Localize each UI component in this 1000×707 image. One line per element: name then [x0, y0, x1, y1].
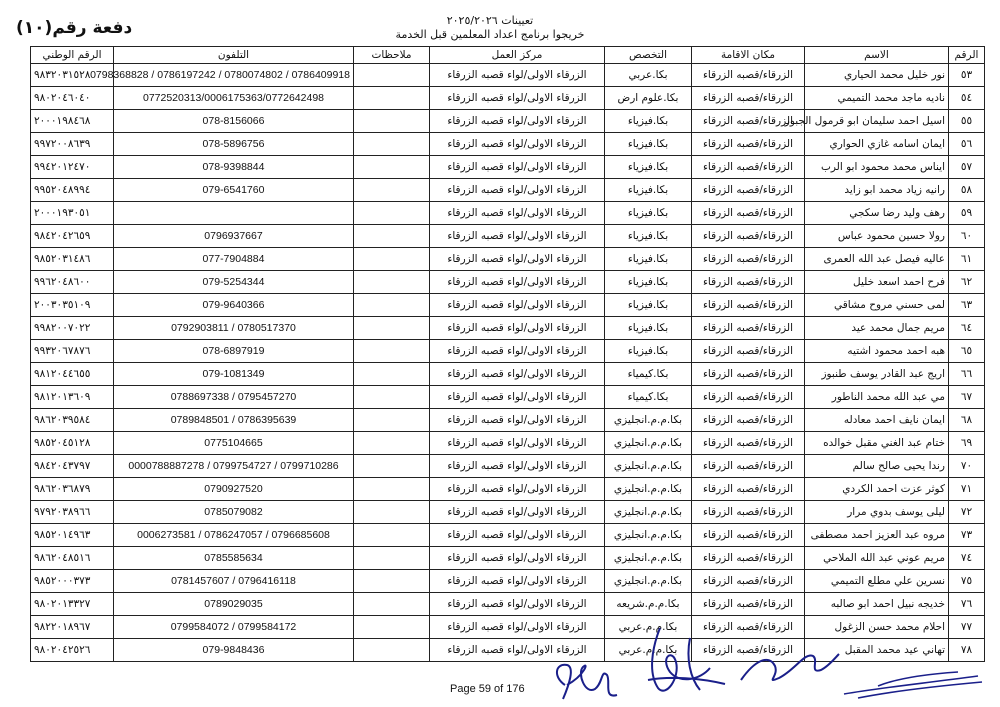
- row-work-center: الزرقاء الاولى/لواء قصبه الزرقاء: [430, 64, 605, 87]
- row-residence: الزرقاء/قصبه الزرقاء: [692, 64, 805, 87]
- row-residence: الزرقاء/قصبه الزرقاء: [692, 432, 805, 455]
- table-row: [31, 156, 985, 179]
- row-phone: 0785079082: [114, 501, 354, 524]
- row-specialty: بكا.م.م.انجليزي: [605, 524, 692, 547]
- col-residence: مكان الاقامة: [692, 47, 805, 64]
- row-name: عاليه فيصل عبد الله العمرى: [805, 248, 949, 271]
- row-work-center: الزرقاء الاولى/لواء قصبه الزرقاء: [430, 294, 605, 317]
- row-residence: الزرقاء/قصبه الزرقاء: [692, 616, 805, 639]
- row-specialty: بكا.كيمياء: [605, 386, 692, 409]
- row-notes: [354, 317, 430, 340]
- row-name: اسيل احمد سليمان ابو قرمول الجبور: [805, 110, 949, 133]
- row-residence: الزرقاء/قصبه الزرقاء: [692, 133, 805, 156]
- row-phone: 0799584172 / 0799584072: [114, 616, 354, 639]
- table-row: [31, 386, 985, 409]
- row-number: ٥٤: [949, 87, 985, 110]
- row-phone: 078-5896756: [114, 133, 354, 156]
- row-number: ٦٣: [949, 294, 985, 317]
- table-row: [31, 363, 985, 386]
- table-row: [31, 524, 985, 547]
- row-work-center: الزرقاء الاولى/لواء قصبه الزرقاء: [430, 363, 605, 386]
- row-residence: الزرقاء/قصبه الزرقاء: [692, 593, 805, 616]
- row-notes: [354, 455, 430, 478]
- row-work-center: الزرقاء الاولى/لواء قصبه الزرقاء: [430, 179, 605, 202]
- row-national-id: ٩٨١٢٠١٣٦٠٩: [31, 386, 114, 409]
- row-name: رهف وليد رضا سكجي: [805, 202, 949, 225]
- row-phone: 079-9640366: [114, 294, 354, 317]
- row-work-center: الزرقاء الاولى/لواء قصبه الزرقاء: [430, 225, 605, 248]
- col-national-id: الرقم الوطني: [31, 47, 114, 64]
- row-phone: 0786409918 / 0780074802 / 0786197242 / 0798368828: [114, 64, 354, 87]
- table-row: [31, 409, 985, 432]
- row-work-center: الزرقاء الاولى/لواء قصبه الزرقاء: [430, 547, 605, 570]
- table-row: [31, 179, 985, 202]
- title-line-1: تعيينات ٢٠٢٥/٢٠٢٦: [446, 14, 534, 27]
- row-number: ٧٤: [949, 547, 985, 570]
- row-specialty: بكا.م.م.انجليزي: [605, 570, 692, 593]
- row-notes: [354, 547, 430, 570]
- row-number: ٥٨: [949, 179, 985, 202]
- row-national-id: ٩٨٥٢٠٠٠٣٧٣: [31, 570, 114, 593]
- row-work-center: الزرقاء الاولى/لواء قصبه الزرقاء: [430, 432, 605, 455]
- row-name: نسرين علي مطلع التميمي: [805, 570, 949, 593]
- row-national-id: ٩٨٦٢٠٣٩٥٨٤: [31, 409, 114, 432]
- row-name: مريم جمال محمد عيد: [805, 317, 949, 340]
- row-work-center: الزرقاء الاولى/لواء قصبه الزرقاء: [430, 110, 605, 133]
- row-specialty: بكا.م.م.انجليزي: [605, 478, 692, 501]
- row-name: ايمان اسامه غازي الحواري: [805, 133, 949, 156]
- row-notes: [354, 156, 430, 179]
- row-name: مريم عوني عبد الله الملاحي: [805, 547, 949, 570]
- col-phone: التلفون: [114, 47, 354, 64]
- row-name: احلام محمد حسن الزغول: [805, 616, 949, 639]
- row-number: ٥٦: [949, 133, 985, 156]
- row-work-center: الزرقاء الاولى/لواء قصبه الزرقاء: [430, 317, 605, 340]
- row-number: ٧٦: [949, 593, 985, 616]
- title-line-2: خريجوا برنامج اعداد المعلمين قبل الخدمة: [395, 28, 585, 41]
- table-row: [31, 432, 985, 455]
- row-national-id: ٩٨٥٢٠٤٥١٢٨: [31, 432, 114, 455]
- row-residence: الزرقاء/قصبه الزرقاء: [692, 248, 805, 271]
- row-phone: 077-7904884: [114, 248, 354, 271]
- row-notes: [354, 294, 430, 317]
- table-row: [31, 593, 985, 616]
- table-row: [31, 294, 985, 317]
- row-number: ٧٠: [949, 455, 985, 478]
- row-specialty: بكا.فيزياء: [605, 225, 692, 248]
- row-specialty: بكا.م.م.عربي: [605, 616, 692, 639]
- row-phone: 0772520313/0006175363/0772642498: [114, 87, 354, 110]
- table-row: [31, 87, 985, 110]
- row-national-id: ٩٩٣٢٠٦٧٨٧٦: [31, 340, 114, 363]
- row-work-center: الزرقاء الاولى/لواء قصبه الزرقاء: [430, 386, 605, 409]
- row-specialty: بكا.فيزياء: [605, 179, 692, 202]
- row-number: ٧٢: [949, 501, 985, 524]
- row-work-center: الزرقاء الاولى/لواء قصبه الزرقاء: [430, 501, 605, 524]
- row-residence: الزرقاء/قصبه الزرقاء: [692, 363, 805, 386]
- row-work-center: الزرقاء الاولى/لواء قصبه الزرقاء: [430, 271, 605, 294]
- table-row: [31, 340, 985, 363]
- row-number: ٧٣: [949, 524, 985, 547]
- row-specialty: بكا.فيزياء: [605, 110, 692, 133]
- row-work-center: الزرقاء الاولى/لواء قصبه الزرقاء: [430, 570, 605, 593]
- row-name: ليلى يوسف بدوي مرار: [805, 501, 949, 524]
- row-phone: 079-1081349: [114, 363, 354, 386]
- row-specialty: بكا.عربي: [605, 64, 692, 87]
- row-number: ٦٤: [949, 317, 985, 340]
- row-notes: [354, 593, 430, 616]
- row-phone: 0799710286 / 0799754727 / 0000788887278: [114, 455, 354, 478]
- row-national-id: ٩٩٥٢٠٤٨٩٩٤: [31, 179, 114, 202]
- row-work-center: الزرقاء الاولى/لواء قصبه الزرقاء: [430, 478, 605, 501]
- row-phone: 079-5254344: [114, 271, 354, 294]
- row-residence: الزرقاء/قصبه الزرقاء: [692, 87, 805, 110]
- row-residence: الزرقاء/قصبه الزرقاء: [692, 271, 805, 294]
- row-name: ناديه ماجد محمد التميمي: [805, 87, 949, 110]
- row-residence: الزرقاء/قصبه الزرقاء: [692, 340, 805, 363]
- col-work-center: مركز العمل: [430, 47, 605, 64]
- row-notes: [354, 386, 430, 409]
- row-notes: [354, 501, 430, 524]
- row-name: رندا يحيى صالح سالم: [805, 455, 949, 478]
- row-phone: 0789029035: [114, 593, 354, 616]
- row-phone: 0786395639 / 0789848501: [114, 409, 354, 432]
- row-residence: الزرقاء/قصبه الزرقاء: [692, 570, 805, 593]
- row-specialty: بكا.فيزياء: [605, 156, 692, 179]
- row-phone: [114, 202, 354, 225]
- row-residence: الزرقاء/قصبه الزرقاء: [692, 179, 805, 202]
- table-row: [31, 271, 985, 294]
- row-national-id: ٩٨٠٢٠٤٢٥٢٦: [31, 639, 114, 662]
- row-work-center: الزرقاء الاولى/لواء قصبه الزرقاء: [430, 156, 605, 179]
- row-number: ٦٩: [949, 432, 985, 455]
- table-row: [31, 110, 985, 133]
- row-work-center: الزرقاء الاولى/لواء قصبه الزرقاء: [430, 455, 605, 478]
- appointments-table: [30, 46, 985, 662]
- row-specialty: بكا.علوم ارض: [605, 87, 692, 110]
- row-name: لمى حسني مروح مشاقي: [805, 294, 949, 317]
- row-number: ٧١: [949, 478, 985, 501]
- row-residence: الزرقاء/قصبه الزرقاء: [692, 110, 805, 133]
- row-phone: 0795457270 / 0788697338: [114, 386, 354, 409]
- row-number: ٦٥: [949, 340, 985, 363]
- col-specialty: التخصص: [605, 47, 692, 64]
- table-row: [31, 248, 985, 271]
- row-national-id: ٢٠٠٣٠٣٥١٠٩: [31, 294, 114, 317]
- row-notes: [354, 179, 430, 202]
- row-residence: الزرقاء/قصبه الزرقاء: [692, 225, 805, 248]
- table-row: [31, 225, 985, 248]
- row-notes: [354, 432, 430, 455]
- row-residence: الزرقاء/قصبه الزرقاء: [692, 156, 805, 179]
- col-name: الاسم: [805, 47, 949, 64]
- row-notes: [354, 616, 430, 639]
- row-specialty: بكا.م.م.عربي: [605, 639, 692, 662]
- row-national-id: ٩٨٠٢٠٤٦٠٤٠: [31, 87, 114, 110]
- row-national-id: ٩٨٤٢٠٤٢٦٥٩: [31, 225, 114, 248]
- row-national-id: ٩٨٠٢٠١٣٣٢٧: [31, 593, 114, 616]
- row-name: تهاني عيد محمد المقبل: [805, 639, 949, 662]
- row-notes: [354, 133, 430, 156]
- row-notes: [354, 409, 430, 432]
- row-residence: الزرقاء/قصبه الزرقاء: [692, 409, 805, 432]
- document-title: [300, 14, 680, 42]
- row-residence: الزرقاء/قصبه الزرقاء: [692, 386, 805, 409]
- signature-1-icon: [545, 655, 635, 707]
- row-number: ٧٥: [949, 570, 985, 593]
- row-notes: [354, 110, 430, 133]
- row-name: مروه عبد العزيز احمد مصطفى: [805, 524, 949, 547]
- row-national-id: ٩٩٤٢٠١٢٤٧٠: [31, 156, 114, 179]
- table-header: [31, 47, 985, 64]
- row-number: ٦٧: [949, 386, 985, 409]
- row-number: ٥٥: [949, 110, 985, 133]
- row-number: ٦٦: [949, 363, 985, 386]
- row-number: ٧٧: [949, 616, 985, 639]
- row-number: ٥٧: [949, 156, 985, 179]
- row-number: ٦٨: [949, 409, 985, 432]
- row-residence: الزرقاء/قصبه الزرقاء: [692, 639, 805, 662]
- row-name: اريج عبد القادر يوسف طنبوز: [805, 363, 949, 386]
- row-specialty: بكا.م.م.انجليزي: [605, 501, 692, 524]
- row-name: مي عبد الله محمد الناطور: [805, 386, 949, 409]
- row-specialty: بكا.فيزياء: [605, 133, 692, 156]
- table-row: [31, 64, 985, 87]
- row-national-id: ٩٨١٢٠٤٤٦٥٥: [31, 363, 114, 386]
- row-specialty: بكا.فيزياء: [605, 340, 692, 363]
- row-notes: [354, 225, 430, 248]
- row-notes: [354, 248, 430, 271]
- row-notes: [354, 478, 430, 501]
- row-number: ٥٣: [949, 64, 985, 87]
- row-number: ٦١: [949, 248, 985, 271]
- page-number: Page 59 of 176: [450, 683, 525, 695]
- row-work-center: الزرقاء الاولى/لواء قصبه الزرقاء: [430, 616, 605, 639]
- row-name: ختام عبد الغني مقبل خوالده: [805, 432, 949, 455]
- row-national-id: ٩٩٦٢٠٤٨٦٠٠: [31, 271, 114, 294]
- row-national-id: ٩٨٥٢٠٣١٤٨٦: [31, 248, 114, 271]
- row-national-id: ٩٧٩٢٠٣٨٩٦٦: [31, 501, 114, 524]
- row-notes: [354, 639, 430, 662]
- row-work-center: الزرقاء الاولى/لواء قصبه الزرقاء: [430, 340, 605, 363]
- row-phone: 0780517370 / 0792903811: [114, 317, 354, 340]
- table-row: [31, 478, 985, 501]
- row-work-center: الزرقاء الاولى/لواء قصبه الزرقاء: [430, 409, 605, 432]
- row-name: نور خليل محمد الحياري: [805, 64, 949, 87]
- row-number: ٧٨: [949, 639, 985, 662]
- table-row: [31, 570, 985, 593]
- table-row: [31, 133, 985, 156]
- row-name: رولا حسين محمود عباس: [805, 225, 949, 248]
- signature-4-icon: [838, 664, 988, 704]
- batch-number: دفعة رقم(١٠): [16, 18, 133, 38]
- row-specialty: بكا.م.م.شريعه: [605, 593, 692, 616]
- row-number: ٦٠: [949, 225, 985, 248]
- row-notes: [354, 524, 430, 547]
- row-work-center: الزرقاء الاولى/لواء قصبه الزرقاء: [430, 133, 605, 156]
- row-national-id: ٩٨٢٢٠١٨٩٦٧: [31, 616, 114, 639]
- row-specialty: بكا.م.م.انجليزي: [605, 455, 692, 478]
- row-phone: 079-6541760: [114, 179, 354, 202]
- table-row: [31, 616, 985, 639]
- row-name: كوثر عزت احمد الكردي: [805, 478, 949, 501]
- row-work-center: الزرقاء الاولى/لواء قصبه الزرقاء: [430, 248, 605, 271]
- signature-3-icon: [735, 640, 845, 700]
- row-notes: [354, 64, 430, 87]
- row-national-id: ٩٩٨٢٠٠٧٠٢٢: [31, 317, 114, 340]
- row-name: فرح احمد اسعد خليل: [805, 271, 949, 294]
- row-residence: الزرقاء/قصبه الزرقاء: [692, 501, 805, 524]
- table-row: [31, 501, 985, 524]
- row-phone: 0785585634: [114, 547, 354, 570]
- table-row: [31, 455, 985, 478]
- signature-2-icon: [630, 618, 740, 706]
- row-specialty: بكا.م.م.انجليزي: [605, 409, 692, 432]
- row-phone: 078-8156066: [114, 110, 354, 133]
- row-work-center: الزرقاء الاولى/لواء قصبه الزرقاء: [430, 593, 605, 616]
- row-residence: الزرقاء/قصبه الزرقاء: [692, 317, 805, 340]
- row-specialty: بكا.م.م.انجليزي: [605, 432, 692, 455]
- row-work-center: الزرقاء الاولى/لواء قصبه الزرقاء: [430, 87, 605, 110]
- row-phone: 0796416118 / 0781457607: [114, 570, 354, 593]
- row-specialty: بكا.كيمياء: [605, 363, 692, 386]
- row-notes: [354, 340, 430, 363]
- row-phone: 078-6897919: [114, 340, 354, 363]
- row-name: ايمان نايف احمد معادله: [805, 409, 949, 432]
- row-specialty: بكا.فيزياء: [605, 317, 692, 340]
- row-notes: [354, 570, 430, 593]
- row-residence: الزرقاء/قصبه الزرقاء: [692, 202, 805, 225]
- table-row: [31, 317, 985, 340]
- row-notes: [354, 202, 430, 225]
- row-residence: الزرقاء/قصبه الزرقاء: [692, 455, 805, 478]
- row-name: رانيه زياد محمد ابو زايد: [805, 179, 949, 202]
- row-notes: [354, 271, 430, 294]
- row-phone: 0775104665: [114, 432, 354, 455]
- row-notes: [354, 87, 430, 110]
- table-row: [31, 202, 985, 225]
- row-phone: 0796685608 / 0786247057 / 0006273581: [114, 524, 354, 547]
- row-work-center: الزرقاء الاولى/لواء قصبه الزرقاء: [430, 524, 605, 547]
- row-national-id: ٢٠٠٠١٩٨٤٦٨: [31, 110, 114, 133]
- col-notes: ملاحظات: [354, 47, 430, 64]
- col-num: الرقم: [949, 47, 985, 64]
- row-name: خديجه نبيل احمد ابو صالبه: [805, 593, 949, 616]
- row-national-id: ٩٨٤٢٠٤٣٧٩٧: [31, 455, 114, 478]
- row-national-id: ٩٩٧٢٠٠٨٦٣٩: [31, 133, 114, 156]
- row-name: ايناس محمد محمود ابو الرب: [805, 156, 949, 179]
- row-specialty: بكا.م.م.انجليزي: [605, 547, 692, 570]
- row-national-id: ٢٠٠٠١٩٣٠٥١: [31, 202, 114, 225]
- row-national-id: ٩٨٦٢٠٤٨٥١٦: [31, 547, 114, 570]
- row-specialty: بكا.فيزياء: [605, 248, 692, 271]
- row-number: ٦٢: [949, 271, 985, 294]
- row-name: هبه احمد محمود اشتيه: [805, 340, 949, 363]
- row-notes: [354, 363, 430, 386]
- row-national-id: ٩٨٥٢٠١٤٩٦٣: [31, 524, 114, 547]
- row-phone: 0790927520: [114, 478, 354, 501]
- row-specialty: بكا.فيزياء: [605, 294, 692, 317]
- row-phone: 078-9398844: [114, 156, 354, 179]
- row-residence: الزرقاء/قصبه الزرقاء: [692, 524, 805, 547]
- row-specialty: بكا.فيزياء: [605, 271, 692, 294]
- row-phone: 079-9848436: [114, 639, 354, 662]
- row-phone: 0796937667: [114, 225, 354, 248]
- row-residence: الزرقاء/قصبه الزرقاء: [692, 547, 805, 570]
- row-residence: الزرقاء/قصبه الزرقاء: [692, 478, 805, 501]
- row-work-center: الزرقاء الاولى/لواء قصبه الزرقاء: [430, 639, 605, 662]
- table-row: [31, 547, 985, 570]
- row-national-id: ٩٨٣٢٠٣١٥٢٨: [31, 64, 114, 87]
- row-residence: الزرقاء/قصبه الزرقاء: [692, 294, 805, 317]
- row-national-id: ٩٨٦٢٠٣٦٨٧٩: [31, 478, 114, 501]
- row-specialty: بكا.فيزياء: [605, 202, 692, 225]
- row-work-center: الزرقاء الاولى/لواء قصبه الزرقاء: [430, 202, 605, 225]
- row-number: ٥٩: [949, 202, 985, 225]
